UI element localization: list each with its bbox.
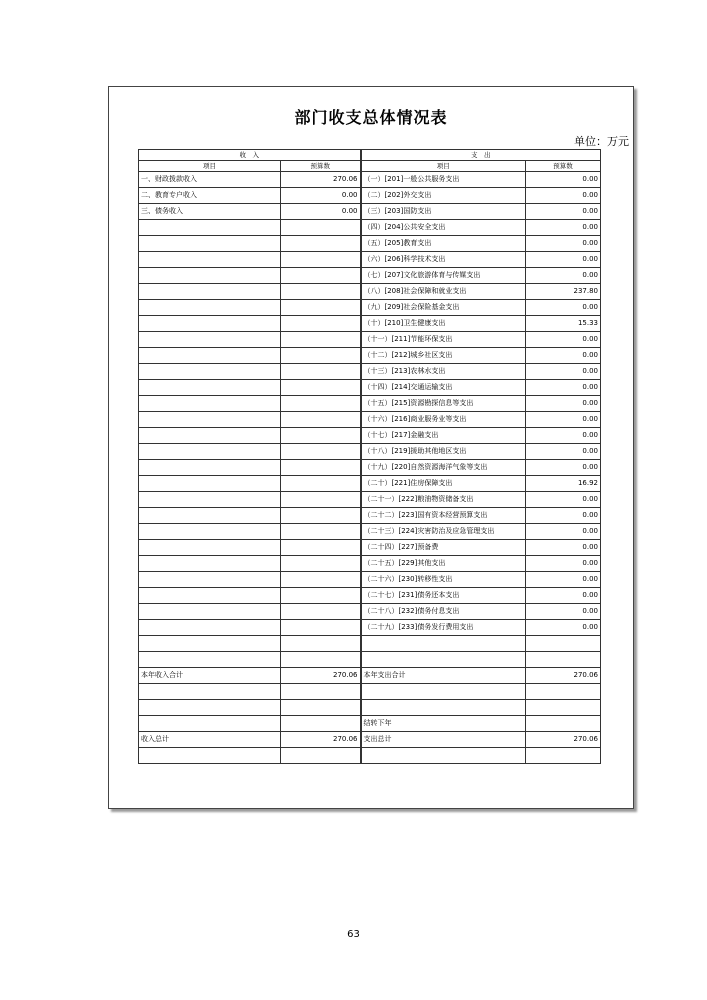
income-item-cell: 三、债务收入 <box>139 204 281 220</box>
table-row <box>139 412 601 428</box>
income-value-cell <box>281 620 361 636</box>
income-item-cell <box>139 284 281 300</box>
table-row <box>139 476 601 492</box>
income-item-cell <box>139 380 281 396</box>
income-item-header: 项目 <box>139 161 281 172</box>
expenditure-value-cell: 0.00 <box>526 396 601 412</box>
income-item-cell: 二、教育专户收入 <box>139 188 281 204</box>
income-item-cell <box>139 572 281 588</box>
expenditure-value-cell: 0.00 <box>526 268 601 284</box>
expenditure-value-cell: 0.00 <box>526 380 601 396</box>
income-value-cell <box>281 716 361 732</box>
table-row <box>139 668 601 684</box>
income-value-cell <box>281 604 361 620</box>
expenditure-item-cell <box>361 652 526 668</box>
table-row <box>139 444 601 460</box>
expenditure-item-cell: （十八）[219]援助其他地区支出 <box>361 444 526 460</box>
table-row <box>139 572 601 588</box>
expenditure-item-cell <box>361 684 526 700</box>
income-value-cell <box>281 300 361 316</box>
income-item-cell <box>139 460 281 476</box>
expenditure-item-cell: （十四）[214]交通运输支出 <box>361 380 526 396</box>
expenditure-item-cell <box>361 636 526 652</box>
section-header-row <box>139 150 601 161</box>
income-value-cell <box>281 444 361 460</box>
income-value-cell <box>281 236 361 252</box>
expenditure-item-cell: （十三）[213]农林水支出 <box>361 364 526 380</box>
income-value-cell <box>281 428 361 444</box>
expenditure-budget-header: 预算数 <box>526 161 601 172</box>
income-budget-header: 预算数 <box>281 161 361 172</box>
expenditure-item-cell <box>361 748 526 764</box>
expenditure-item-cell: 本年支出合计 <box>361 668 526 684</box>
expenditure-value-cell: 0.00 <box>526 428 601 444</box>
unit-label: 单位：万元 <box>574 135 629 148</box>
income-item-cell <box>139 636 281 652</box>
expenditure-item-cell: （十）[210]卫生健康支出 <box>361 316 526 332</box>
income-item-cell <box>139 748 281 764</box>
table-row <box>139 524 601 540</box>
income-value-cell <box>281 316 361 332</box>
table-sheet <box>108 86 634 809</box>
expenditure-value-cell: 0.00 <box>526 364 601 380</box>
income-value-cell <box>281 540 361 556</box>
income-value-cell <box>281 476 361 492</box>
table-row <box>139 300 601 316</box>
table-row <box>139 620 601 636</box>
income-item-cell <box>139 412 281 428</box>
expenditure-value-cell: 0.00 <box>526 236 601 252</box>
income-item-cell <box>139 476 281 492</box>
table-row <box>139 396 601 412</box>
income-item-cell <box>139 268 281 284</box>
expenditure-item-cell: （二十四）[227]预备费 <box>361 540 526 556</box>
income-value-cell <box>281 748 361 764</box>
expenditure-value-cell: 0.00 <box>526 220 601 236</box>
income-value-cell <box>281 524 361 540</box>
income-value-cell <box>281 572 361 588</box>
income-item-cell <box>139 444 281 460</box>
income-value-cell <box>281 652 361 668</box>
expenditure-item-cell: （十二）[212]城乡社区支出 <box>361 348 526 364</box>
table-row <box>139 364 601 380</box>
table-row <box>139 172 601 188</box>
income-value-cell <box>281 348 361 364</box>
income-value-cell <box>281 284 361 300</box>
expenditure-item-cell: （二十八）[232]债务付息支出 <box>361 604 526 620</box>
table-row <box>139 428 601 444</box>
income-item-cell <box>139 300 281 316</box>
table-row <box>139 732 601 748</box>
income-value-cell <box>281 268 361 284</box>
expenditure-value-cell: 270.06 <box>526 732 601 748</box>
expenditure-item-cell: （七）[207]文化旅游体育与传媒支出 <box>361 268 526 284</box>
income-value-cell <box>281 684 361 700</box>
table-row <box>139 268 601 284</box>
income-item-cell <box>139 364 281 380</box>
expenditure-value-cell: 270.06 <box>526 668 601 684</box>
income-item-cell <box>139 540 281 556</box>
expenditure-item-cell: （二十七）[231]债务还本支出 <box>361 588 526 604</box>
expenditure-item-cell: （二十五）[229]其他支出 <box>361 556 526 572</box>
expenditure-item-header: 项目 <box>361 161 526 172</box>
expenditure-value-cell: 0.00 <box>526 508 601 524</box>
expenditure-value-cell: 0.00 <box>526 444 601 460</box>
income-item-cell <box>139 348 281 364</box>
expenditure-value-cell: 0.00 <box>526 332 601 348</box>
income-value-cell: 270.06 <box>281 172 361 188</box>
table-row <box>139 316 601 332</box>
income-value-cell: 0.00 <box>281 204 361 220</box>
expenditure-value-cell: 0.00 <box>526 188 601 204</box>
table-row <box>139 188 601 204</box>
expenditure-value-cell: 0.00 <box>526 620 601 636</box>
income-item-cell <box>139 524 281 540</box>
income-item-cell <box>139 332 281 348</box>
expenditure-value-cell: 0.00 <box>526 556 601 572</box>
expenditure-value-cell: 15.33 <box>526 316 601 332</box>
table-row <box>139 252 601 268</box>
income-value-cell <box>281 460 361 476</box>
table-row <box>139 700 601 716</box>
table-row <box>139 540 601 556</box>
expenditure-value-cell: 0.00 <box>526 492 601 508</box>
table-row <box>139 508 601 524</box>
expenditure-item-cell: （八）[208]社会保障和就业支出 <box>361 284 526 300</box>
table-row <box>139 716 601 732</box>
income-item-cell <box>139 652 281 668</box>
table-row <box>139 604 601 620</box>
table-row <box>139 236 601 252</box>
expenditure-item-cell <box>361 700 526 716</box>
expenditure-item-cell: （十五）[215]资源勘探信息等支出 <box>361 396 526 412</box>
expenditure-value-cell <box>526 716 601 732</box>
expenditure-value-cell: 0.00 <box>526 348 601 364</box>
expenditure-item-cell: （二十九）[233]债务发行费用支出 <box>361 620 526 636</box>
income-value-cell <box>281 492 361 508</box>
expenditure-item-cell: （二十二）[223]国有资本经营预算支出 <box>361 508 526 524</box>
expenditure-item-cell: （十九）[220]自然资源海洋气象等支出 <box>361 460 526 476</box>
table-row <box>139 492 601 508</box>
income-value-cell <box>281 220 361 236</box>
income-item-cell <box>139 716 281 732</box>
income-item-cell <box>139 588 281 604</box>
page-number: 63 <box>347 929 360 940</box>
income-item-cell <box>139 508 281 524</box>
expenditure-item-cell: （二十六）[230]转移性支出 <box>361 572 526 588</box>
table-row <box>139 220 601 236</box>
table-row <box>139 652 601 668</box>
expenditure-item-cell: （二十）[221]住房保障支出 <box>361 476 526 492</box>
table-row <box>139 684 601 700</box>
income-item-cell: 本年收入合计 <box>139 668 281 684</box>
table-row <box>139 588 601 604</box>
table-row <box>139 460 601 476</box>
expenditure-item-cell: （九）[209]社会保险基金支出 <box>361 300 526 316</box>
income-value-cell <box>281 412 361 428</box>
expenditure-header: 支 出 <box>361 150 601 161</box>
expenditure-value-cell: 0.00 <box>526 604 601 620</box>
income-value-cell <box>281 588 361 604</box>
expenditure-value-cell: 0.00 <box>526 300 601 316</box>
page-title: 部门收支总体情况表 <box>294 108 448 127</box>
income-item-cell <box>139 684 281 700</box>
table-row <box>139 332 601 348</box>
expenditure-value-cell: 0.00 <box>526 524 601 540</box>
income-value-cell <box>281 332 361 348</box>
income-value-cell <box>281 636 361 652</box>
income-value-cell <box>281 364 361 380</box>
income-item-cell: 收入总计 <box>139 732 281 748</box>
table-row <box>139 556 601 572</box>
expenditure-item-cell: （三）[203]国防支出 <box>361 204 526 220</box>
table-row <box>139 204 601 220</box>
table-row <box>139 748 601 764</box>
income-item-cell <box>139 428 281 444</box>
income-item-cell <box>139 700 281 716</box>
expenditure-item-cell: 支出总计 <box>361 732 526 748</box>
expenditure-value-cell: 0.00 <box>526 460 601 476</box>
expenditure-item-cell: （四）[204]公共安全支出 <box>361 220 526 236</box>
expenditure-item-cell: （二）[202]外交支出 <box>361 188 526 204</box>
expenditure-value-cell <box>526 684 601 700</box>
budget-table <box>138 149 601 764</box>
income-value-cell <box>281 700 361 716</box>
expenditure-value-cell <box>526 652 601 668</box>
expenditure-item-cell: （十一）[211]节能环保支出 <box>361 332 526 348</box>
expenditure-value-cell: 0.00 <box>526 588 601 604</box>
expenditure-value-cell: 0.00 <box>526 572 601 588</box>
expenditure-item-cell: （二十一）[222]粮油物资储备支出 <box>361 492 526 508</box>
expenditure-item-cell: （十七）[217]金融支出 <box>361 428 526 444</box>
expenditure-value-cell: 237.80 <box>526 284 601 300</box>
table-row <box>139 284 601 300</box>
income-value-cell: 270.06 <box>281 668 361 684</box>
expenditure-value-cell: 0.00 <box>526 252 601 268</box>
expenditure-item-cell: （五）[205]教育支出 <box>361 236 526 252</box>
income-value-cell <box>281 556 361 572</box>
income-item-cell <box>139 252 281 268</box>
income-item-cell <box>139 316 281 332</box>
expenditure-value-cell: 0.00 <box>526 540 601 556</box>
table-row <box>139 380 601 396</box>
income-item-cell: 一、财政拨款收入 <box>139 172 281 188</box>
column-header-row <box>139 161 601 172</box>
income-item-cell <box>139 236 281 252</box>
expenditure-value-cell: 16.92 <box>526 476 601 492</box>
expenditure-value-cell <box>526 636 601 652</box>
income-value-cell <box>281 508 361 524</box>
income-item-cell <box>139 492 281 508</box>
expenditure-value-cell: 0.00 <box>526 412 601 428</box>
income-value-cell: 0.00 <box>281 188 361 204</box>
expenditure-value-cell <box>526 748 601 764</box>
expenditure-item-cell: 结转下年 <box>361 716 526 732</box>
income-item-cell <box>139 604 281 620</box>
income-value-cell <box>281 252 361 268</box>
income-item-cell <box>139 556 281 572</box>
income-value-cell: 270.06 <box>281 732 361 748</box>
expenditure-item-cell: （六）[206]科学技术支出 <box>361 252 526 268</box>
income-value-cell <box>281 396 361 412</box>
table-row <box>139 348 601 364</box>
expenditure-item-cell: （二十三）[224]灾害防治及应急管理支出 <box>361 524 526 540</box>
income-value-cell <box>281 380 361 396</box>
income-item-cell <box>139 396 281 412</box>
expenditure-item-cell: （十六）[216]商业服务业等支出 <box>361 412 526 428</box>
income-header: 收 入 <box>139 150 361 161</box>
income-item-cell <box>139 620 281 636</box>
expenditure-value-cell: 0.00 <box>526 172 601 188</box>
income-item-cell <box>139 220 281 236</box>
table-row <box>139 636 601 652</box>
expenditure-value-cell <box>526 700 601 716</box>
expenditure-value-cell: 0.00 <box>526 204 601 220</box>
expenditure-item-cell: （一）[201]一般公共服务支出 <box>361 172 526 188</box>
